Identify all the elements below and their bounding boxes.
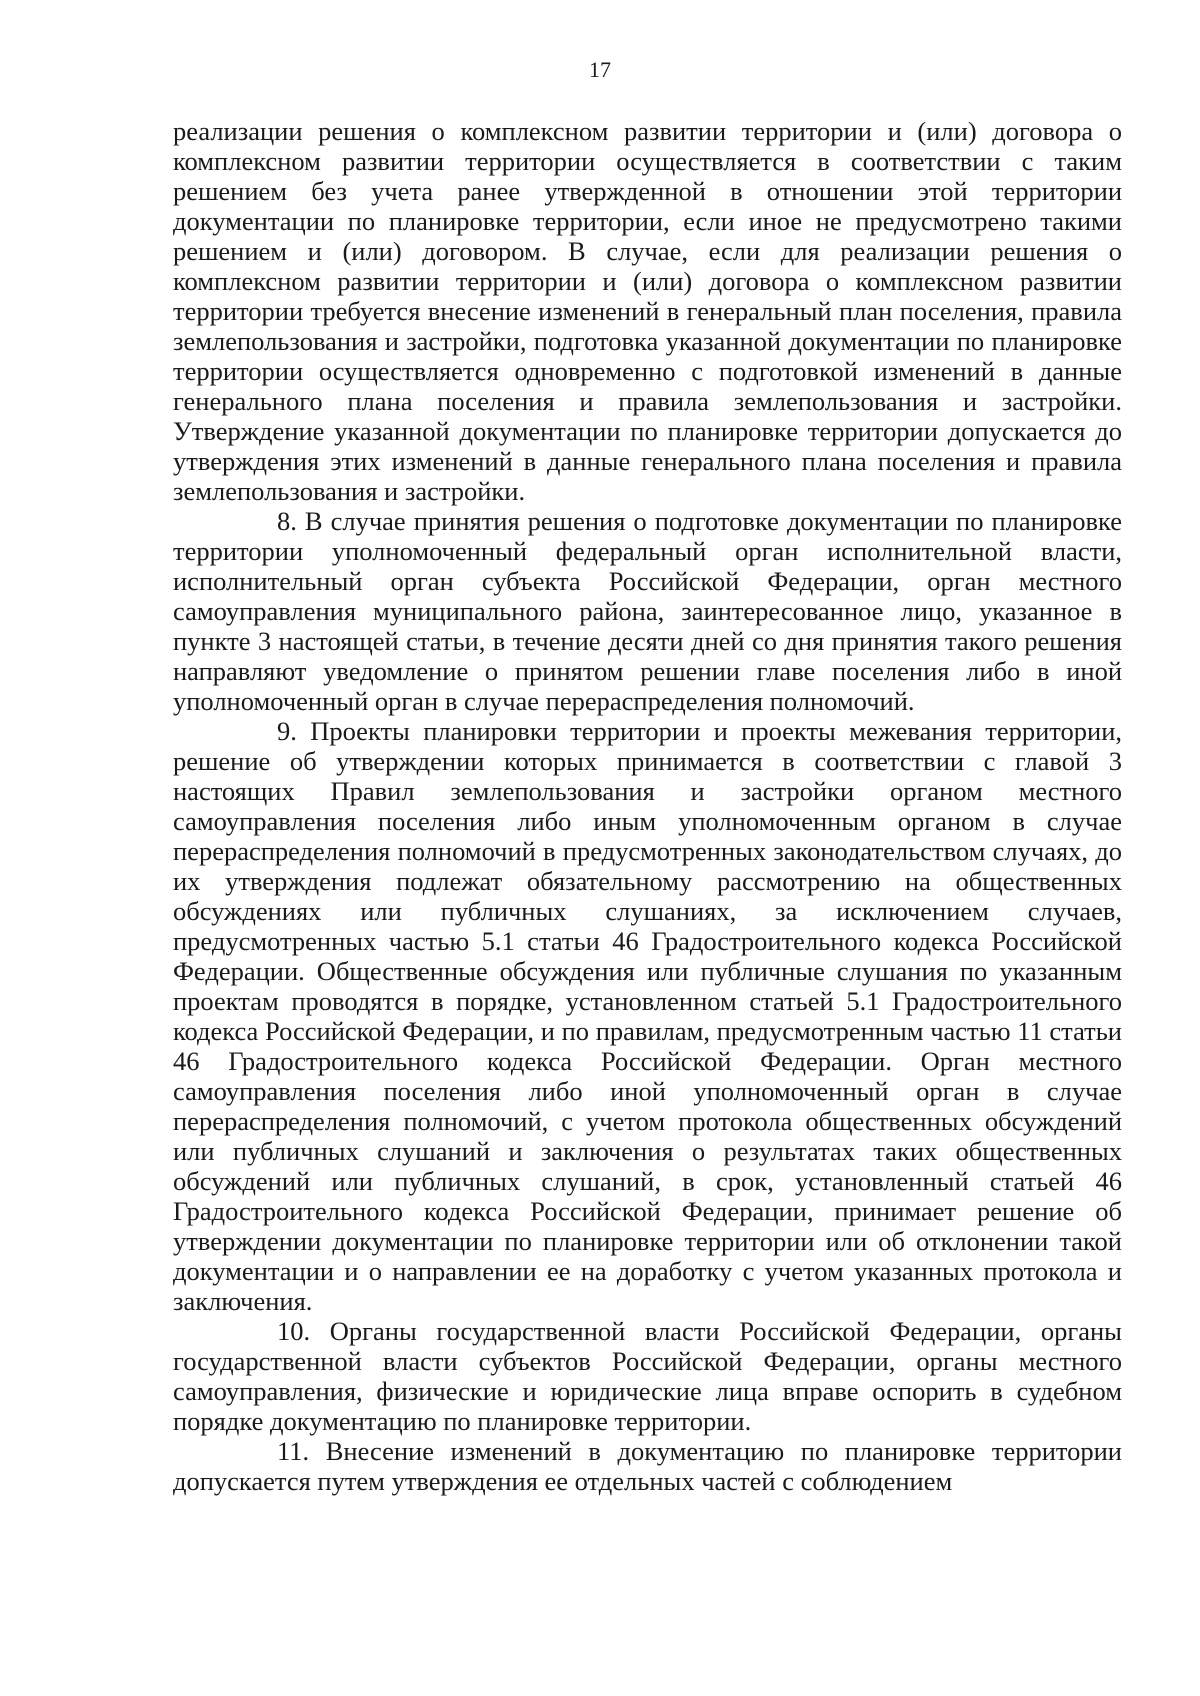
- paragraph-continuation: реализации решения о комплексном развитии территории и (или) договора о комплексном развитии территории осуществляется в соответствии с таким решением без учета ранее утвержденной в отношении этой территории документации по планировке территории, если иное не предусмотрено такими решением и (или) договором. В случае, если для реализации решения о комплексном развитии территории и (или) договора о комплексном развитии территории требуется внесение изменений в генеральный план поселения, правила землепользования и застройки, подготовка указанной документации по планировке территории осуществляется одновременно с подготовкой изменений в данные генерального плана поселения и правила землепользования и застройки. Утверждение указанной документации по планировке территории допускается до утверждения этих изменений в данные генерального плана поселения и правила землепользования и застройки.: [173, 116, 1122, 506]
- paragraph-item-11: 11. Внесение изменений в документацию по планировке территории допускается путем утверждения ее отдельных частей с соблюдением: [173, 1436, 1122, 1496]
- paragraph-item-9: 9. Проекты планировки территории и проекты межевания территории, решение об утверждении которых принимается в соответствии с главой 3 настоящих Правил землепользования и застройки органом местного самоуправления поселения либо иным уполномоченным органом в случае перераспределения полномочий в предусмотренных законодательством случаях, до их утверждения подлежат обязательному рассмотрению на общественных обсуждениях или публичных слушаниях, за исключением случаев, предусмотренных частью 5.1 статьи 46 Градостроительного кодекса Российской Федерации. Общественные обсуждения или публичные слушания по указанным проектам проводятся в порядке, установленном статьей 5.1 Градостроительного кодекса Российской Федерации, и по правилам, предусмотренным частью 11 статьи 46 Градостроительного кодекса Российской Федерации. Орган местного самоуправления поселения либо иной уполномоченный орган в случае перераспределения полномочий, с учетом протокола общественных обсуждений или публичных слушаний и заключения о результатах таких общественных обсуждений или публичных слушаний, в срок, установленный статьей 46 Градостроительного кодекса Российской Федерации, принимает решение об утверждении документации по планировке территории или об отклонении такой документации и о направлении ее на доработку с учетом указанных протокола и заключения.: [173, 716, 1122, 1316]
- document-body: [173, 116, 1122, 1496]
- paragraph-item-8: 8. В случае принятия решения о подготовке документации по планировке территории уполномоченный федеральный орган исполнительной власти, исполнительный орган субъекта Российской Федерации, орган местного самоуправления муниципального района, заинтересованное лицо, указанное в пункте 3 настоящей статьи, в течение десяти дней со дня принятия такого решения направляют уведомление о принятом решении главе поселения либо в иной уполномоченный орган в случае перераспределения полномочий.: [173, 506, 1122, 716]
- paragraph-item-10: 10. Органы государственной власти Российской Федерации, органы государственной власти субъектов Российской Федерации, органы местного самоуправления, физические и юридические лица вправе оспорить в судебном порядке документацию по планировке территории.: [173, 1316, 1122, 1436]
- page-number: 17: [589, 57, 611, 82]
